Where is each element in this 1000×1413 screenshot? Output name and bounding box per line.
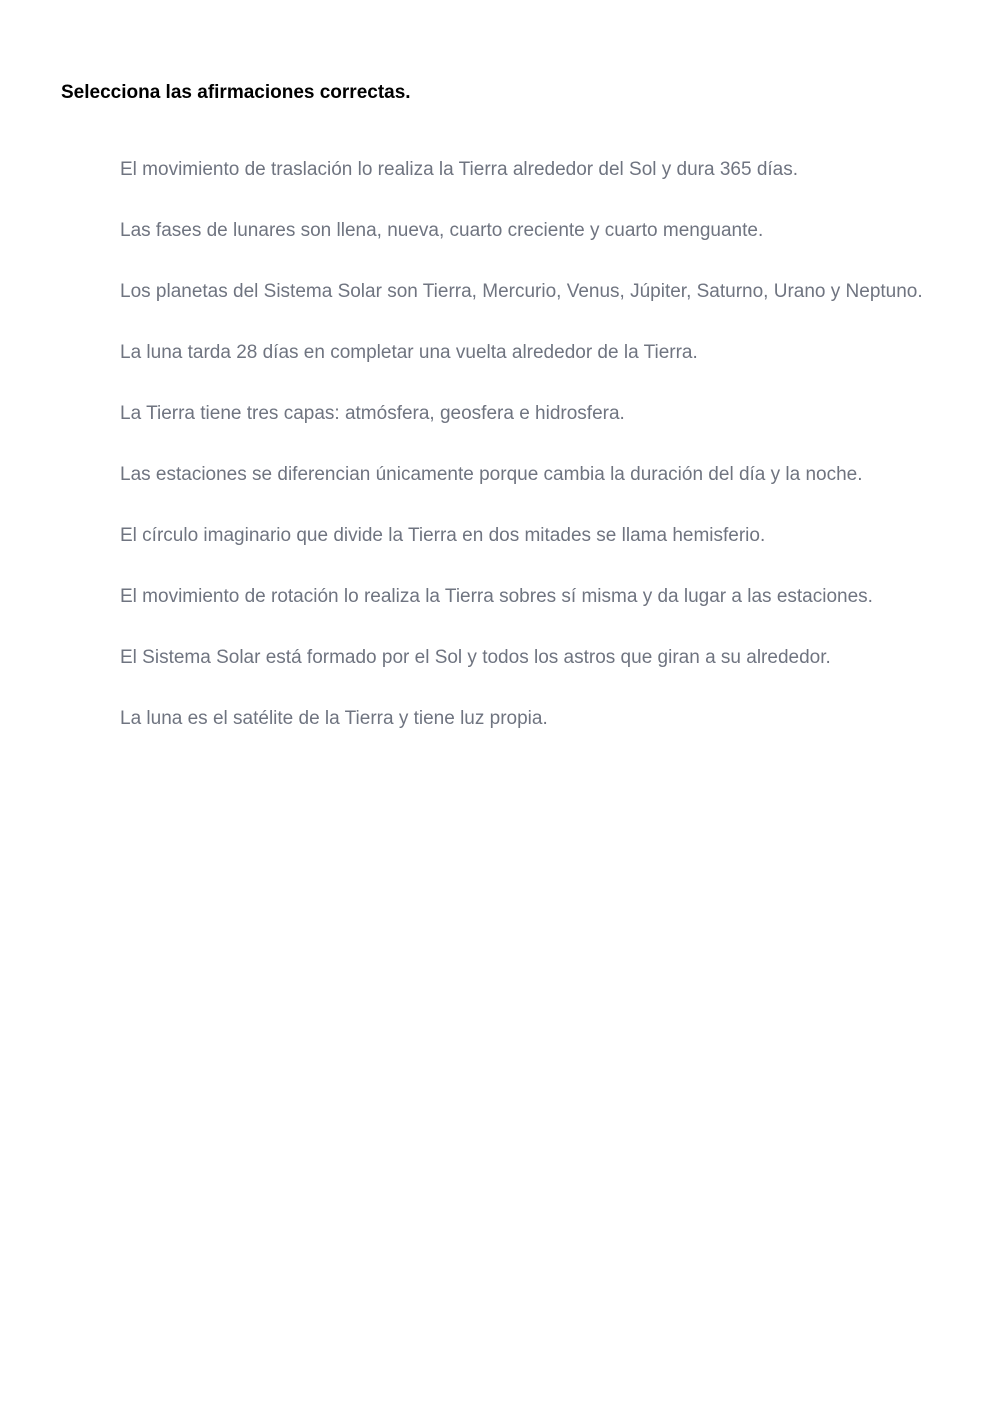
option-item[interactable]	[120, 684, 940, 754]
option-text: El movimiento de traslación lo realiza la Tierra alrededor del Sol y dura 365 días.	[120, 159, 799, 180]
option-text: La luna tarda 28 días en completar una vuelta alrededor de la Tierra.	[120, 342, 698, 363]
option-text: El Sistema Solar está formado por el Sol y todos los astros que giran a su alrededor.	[120, 647, 831, 668]
option-item[interactable]	[120, 257, 940, 327]
option-item[interactable]	[120, 318, 940, 388]
option-item[interactable]	[120, 135, 940, 205]
option-text: El movimiento de rotación lo realiza la Tierra sobres sí misma y da lugar a las estaciones.	[120, 586, 873, 607]
option-item[interactable]	[120, 379, 940, 449]
option-text: La Tierra tiene tres capas: atmósfera, geosfera e hidrosfera.	[120, 403, 625, 424]
option-text: La luna es el satélite de la Tierra y tiene luz propia.	[120, 708, 548, 729]
option-item[interactable]	[120, 562, 940, 632]
instruction-heading: Selecciona las afirmaciones correctas.	[61, 82, 411, 103]
option-item[interactable]	[120, 196, 940, 266]
option-item[interactable]	[120, 440, 940, 510]
option-item[interactable]	[120, 501, 940, 571]
option-text: El círculo imaginario que divide la Tierra en dos mitades se llama hemisferio.	[120, 525, 766, 546]
options-list	[120, 157, 940, 767]
option-text: Los planetas del Sistema Solar son Tierra, Mercurio, Venus, Júpiter, Saturno, Urano y Neptuno.	[120, 281, 923, 302]
option-text: Las estaciones se diferencian únicamente porque cambia la duración del día y la noche.	[120, 464, 863, 485]
option-text: Las fases de lunares son llena, nueva, cuarto creciente y cuarto menguante.	[120, 220, 764, 241]
option-item[interactable]	[120, 623, 940, 693]
